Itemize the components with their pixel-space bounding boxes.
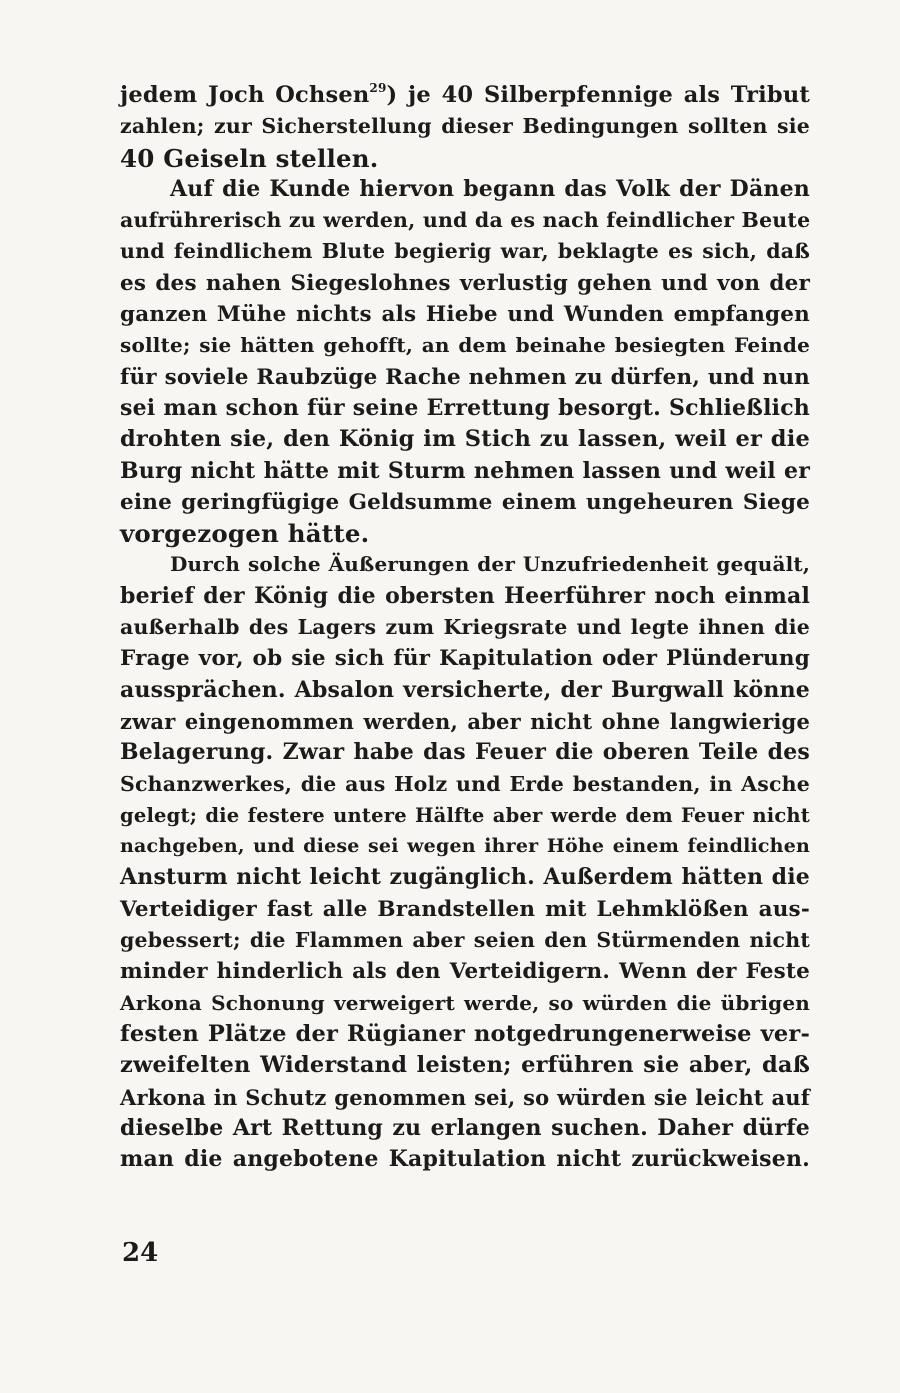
text-line: Arkona Schonung verweigert werde, so würden die übrigen <box>120 990 810 1015</box>
text-line: festen Plätze der Rügianer notgedrungenerweise ver- <box>120 1020 810 1047</box>
text-line: Schanzwerkes, die aus Holz und Erde bestanden, in Asche <box>120 771 810 796</box>
text-line: Burg nicht hätte mit Sturm nehmen lassen und weil er <box>120 457 810 484</box>
text-fragment: jedem Joch Ochsen <box>120 82 370 108</box>
page-number: 24 <box>122 1238 159 1268</box>
text-line: Belagerung. Zwar habe das Feuer die oberen Teile des <box>120 739 810 766</box>
text-line: Durch solche Äußerungen der Unzufriedenheit gequält, <box>170 552 810 577</box>
text-line: für soviele Raubzüge Rache nehmen zu dürfen, und nun <box>120 364 810 390</box>
text-line: berief der König die obersten Heerführer noch einmal <box>120 582 810 609</box>
text-line: zwar eingenommen werden, aber nicht ohne langwierige <box>120 708 810 734</box>
text-line: man die angebotene Kapitulation nicht zurückweisen. <box>120 1146 810 1173</box>
text-line: dieselbe Art Rettung zu erlangen suchen. Daher dürfe <box>120 1114 810 1141</box>
footnote-marker: 29 <box>369 81 387 95</box>
text-line: es des nahen Siegeslohnes verlustig gehen und von der <box>120 270 810 296</box>
text-line: Ansturm nicht leicht zugänglich. Außerdem hätten die <box>120 864 810 891</box>
text-line: zahlen; zur Sicherstellung dieser Bedingungen sollten sie <box>120 114 810 139</box>
text-line: 40 Geiseln stellen. <box>120 143 379 173</box>
body-text <box>120 80 810 1175</box>
text-fragment: ) je 40 Silberpfennige als Tribut <box>386 82 810 108</box>
text-line: ganzen Mühe nichts als Hiebe und Wunden empfangen <box>120 302 810 328</box>
text-line: außerhalb des Lagers zum Kriegsrate und legte ihnen die <box>120 615 810 640</box>
text-line: aussprächen. Absalon versicherte, der Burgwall könne <box>120 676 810 703</box>
text-line: zweifelten Widerstand leisten; erführen sie aber, daß <box>120 1052 810 1079</box>
text-line: aufrührerisch zu werden, und da es nach feindlicher Beute <box>120 208 811 233</box>
text-line: minder hinderlich als den Verteidigern. Wenn der Feste <box>120 959 810 985</box>
text-line: Frage vor, ob sie sich für Kapitulation oder Plünderung <box>120 646 810 672</box>
text-line: Auf die Kunde hiervon begann das Volk der Dänen <box>170 175 810 202</box>
text-line: Arkona in Schutz genommen sei, so würden sie leicht auf <box>120 1084 810 1110</box>
text-line: sei man schon für seine Errettung besorgt. Schließlich <box>120 394 810 421</box>
text-line <box>120 80 810 111</box>
text-line: sollte; sie hätten gehofft, an dem beinahe besiegten Feinde <box>120 333 810 358</box>
text-line: nachgeben, und diese sei wegen ihrer Höhe einem feindlichen <box>120 835 810 858</box>
text-line: eine geringfügige Geldsumme einem ungeheuren Siege <box>120 489 810 515</box>
text-line: Verteidiger fast alle Brandstellen mit Lehmklößen aus- <box>120 896 810 922</box>
text-line: gebessert; die Flammen aber seien den Stürmenden nicht <box>120 928 810 953</box>
text-line: vorgezogen hätte. <box>120 519 370 549</box>
text-line: und feindlichem Blute begierig war, beklagte es sich, daß <box>120 239 810 264</box>
text-line: gelegt; die festere untere Hälfte aber werde dem Feuer nicht <box>120 803 810 827</box>
text-line: drohten sie, den König im Stich zu lassen, weil er die <box>120 426 810 453</box>
